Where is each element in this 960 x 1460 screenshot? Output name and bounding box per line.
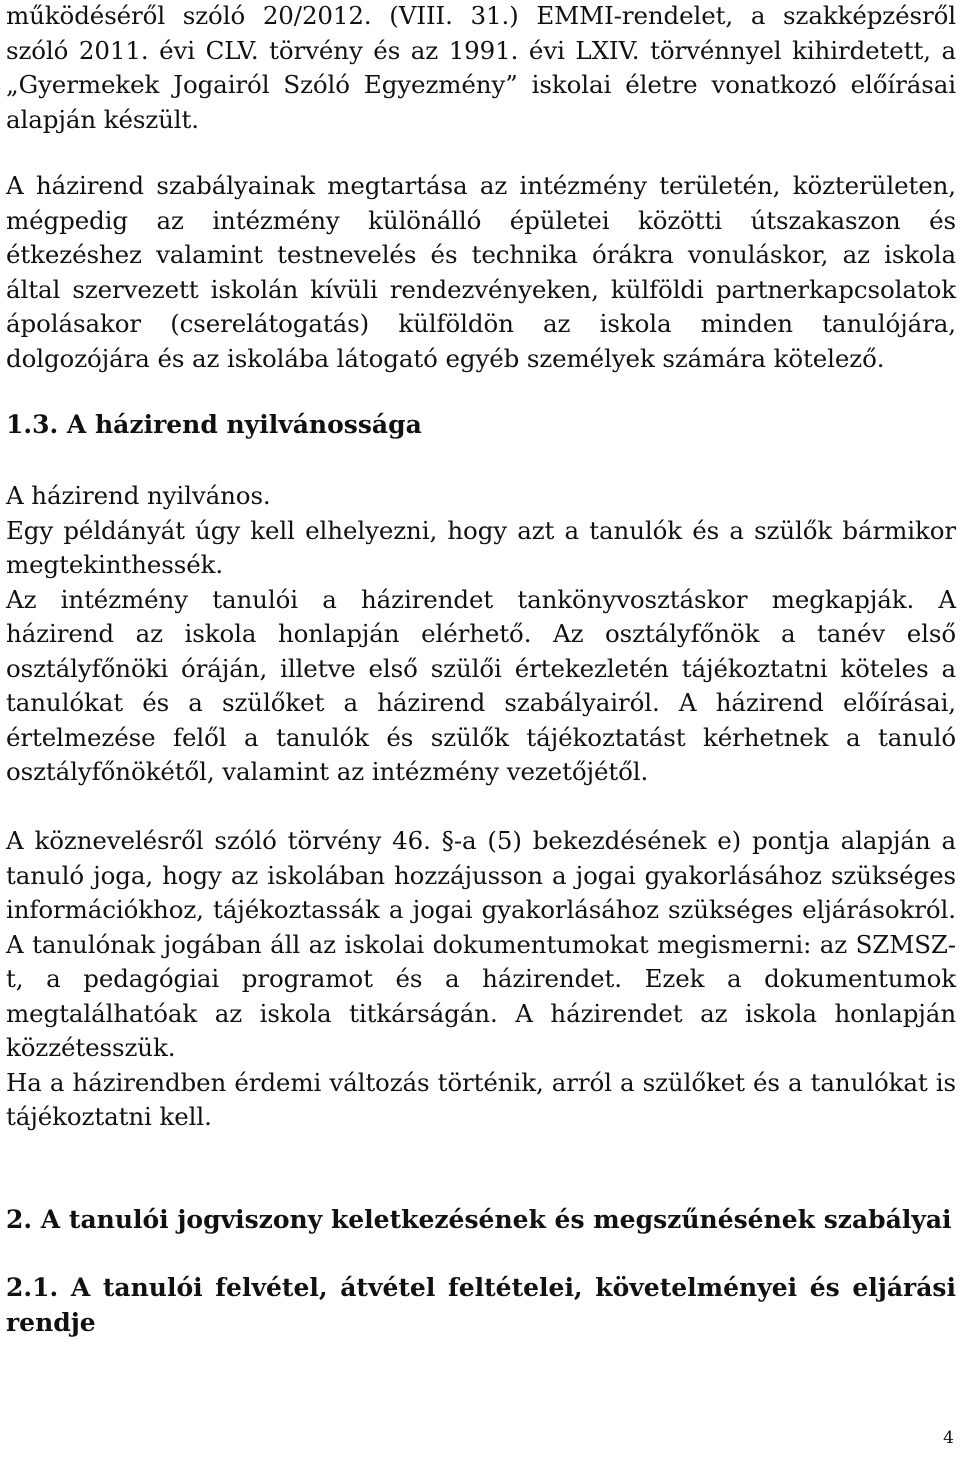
- text-line: A házirend nyilvános.: [6, 481, 271, 510]
- text-line: által szervezett iskolán kívüli rendezvényeken, külföldi partnerkapcsolatok: [6, 274, 956, 304]
- text-line: szóló 2011. évi CLV. törvény és az 1991. évi LXIV. törvénnyel kihirdetett, a: [6, 35, 956, 65]
- text-line: étkezéshez valamint testnevelés és technika órákra vonuláskor, az iskola: [6, 240, 956, 269]
- text-line: tanulókat és a szülőket a házirend szabályairól. A házirend előírásai,: [6, 688, 956, 717]
- text-line: Az intézmény tanulói a házirendet tankönyvosztáskor megkapják. A: [6, 584, 956, 614]
- section-heading-1-3: 1.3. A házirend nyilvánossága: [6, 410, 422, 439]
- text-line: ápolásakor (cserelátogatás) külföldön az iskola minden tanulójára,: [6, 309, 956, 338]
- text-line: A házirend szabályainak megtartása az intézmény területén, közterületen,: [6, 171, 956, 200]
- text-line: osztályfőnöki óráján, illetve első szülői értekezletén tájékoztatni köteles a: [6, 653, 956, 683]
- text-line: mégpedig az intézmény különálló épületei közötti útszakaszon és: [6, 205, 956, 235]
- text-line: osztályfőnökétől, valamint az intézmény vezetőjétől.: [6, 757, 649, 786]
- text-line: működéséről szóló 20/2012. (VIII. 31.) EMMI-rendelet, a szakképzésről: [6, 1, 956, 30]
- text-line: közzétesszük.: [6, 1033, 176, 1062]
- text-line: megtalálhatóak az iskola titkárságán. A házirendet az iskola honlapján: [6, 998, 956, 1028]
- text-line: Egy példányát úgy kell elhelyezni, hogy azt a tanulók és a szülők bármikor: [6, 515, 956, 545]
- text-line: A tanulónak jogában áll az iskolai dokumentumokat megismerni: az SZMSZ-: [6, 929, 956, 959]
- text-line: házirend az iskola honlapján elérhető. Az osztályfőnök a tanév első: [6, 619, 956, 648]
- section-heading-2-1: [6, 1271, 956, 1340]
- rules-paragraph: [6, 169, 956, 376]
- text-line: értelmezése felől a tanulók és szülők tájékoztatást kérhetnek a tanuló: [6, 722, 956, 752]
- text-line: tájékoztatni kell.: [6, 1102, 212, 1131]
- text-line: A köznevelésről szóló törvény 46. §-a (5) bekezdésének e) pontja alapján a: [6, 826, 956, 855]
- section-heading-2: 2. A tanulói jogviszony keletkezésének és megszűnésének szabályai: [6, 1205, 952, 1234]
- page-number: 4: [943, 1428, 954, 1448]
- intro-paragraph: [6, 0, 956, 137]
- text-line: t, a pedagógiai programot és a házirendet. Ezek a dokumentumok: [6, 964, 956, 993]
- law-paragraph: [6, 824, 956, 1135]
- text-line: „Gyermekek Jogairól Szóló Egyezmény” iskolai életre vonatkozó előírásai: [6, 70, 956, 99]
- text-line: megtekinthessék.: [6, 550, 224, 579]
- text-line: tanuló joga, hogy az iskolában hozzájusson a jogai gyakorlásához szükséges: [6, 860, 956, 890]
- heading-line: 2.1. A tanulói felvétel, átvétel feltételei, követelményei és eljárási: [6, 1273, 956, 1302]
- text-line: dolgozójára és az iskolába látogató egyéb személyek számára kötelező.: [6, 343, 885, 373]
- text-line: Ha a házirendben érdemi változás történik, arról a szülőket és a tanulókat is: [6, 1067, 956, 1097]
- text-line: információkhoz, tájékoztassák a jogai gyakorlásához szükséges eljárásokról.: [6, 895, 956, 924]
- heading-line: rendje: [6, 1307, 96, 1337]
- publicity-paragraph: [6, 479, 956, 790]
- text-line: alapján készült.: [6, 104, 199, 134]
